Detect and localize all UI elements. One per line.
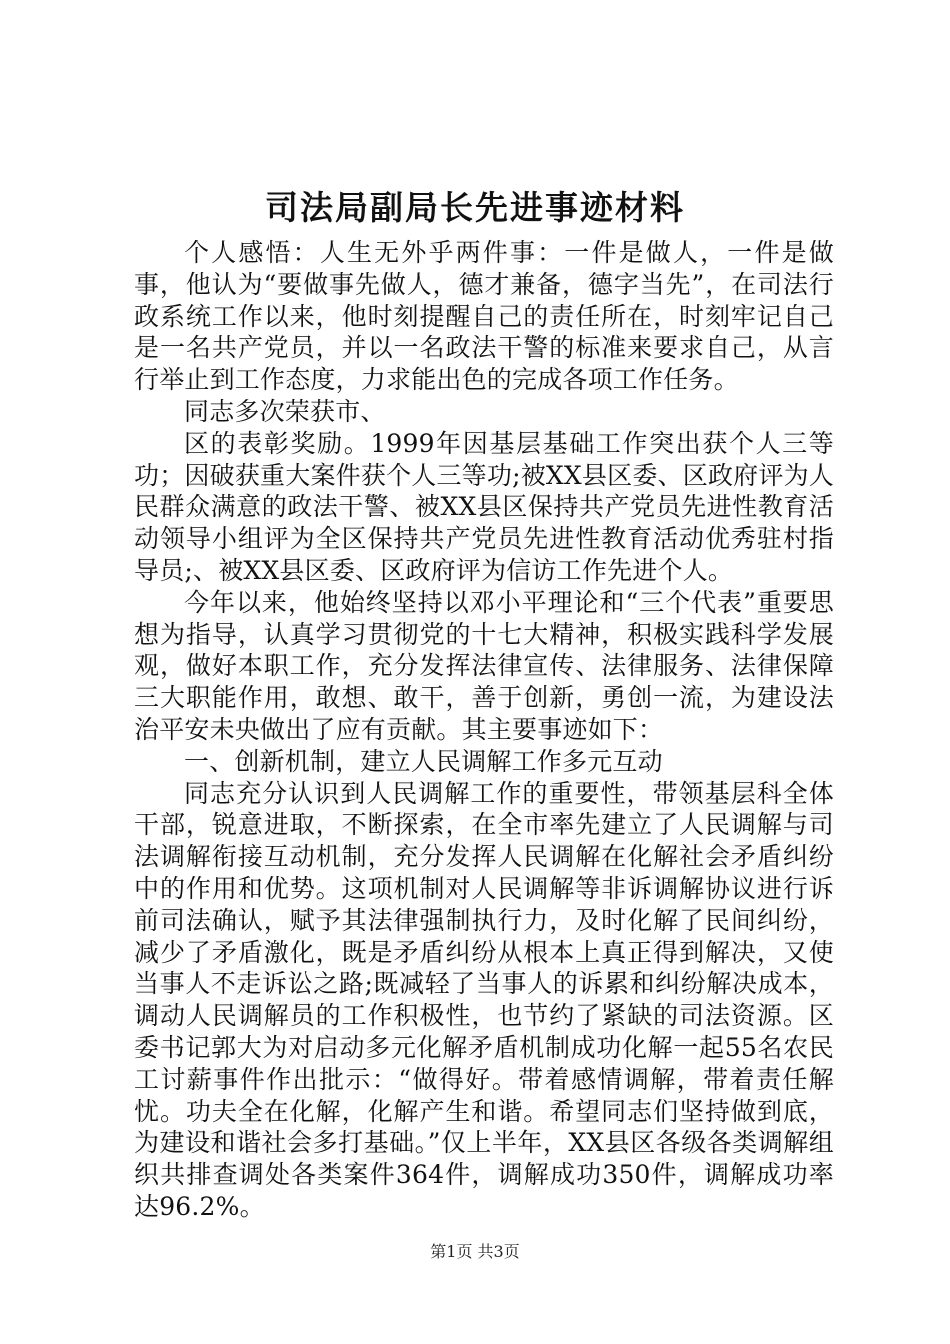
document-title: 司法局副局长先进事迹材料 <box>265 188 685 227</box>
paragraph-honors-intro: 同志多次荣获市、 <box>184 396 386 426</box>
section-heading-1: 一、创新机制，建立人民调解工作多元互动 <box>184 746 663 776</box>
paragraph-this-year: 今年以来，他始终坚持以邓小平理论和“三个代表”重要思想为指导，认真学习贯彻党的十七大精神，积极实践科学发展观，做好本职工作，充分发挥法律宣传、法律服务、法律保障三大职能作用，敢想、敢干，善于创新，勇创一流，为建设法治平安未央做出了应有贡献。其主要事迹如下： <box>134 587 834 744</box>
paragraph-personal-insight: 个人感悟：人生无外乎两件事：一件是做人，一件是做事，他认为“要做事先做人，德才兼备，德字当先”，在司法行政系统工作以来，他时刻提醒自己的责任所在，时刻牢记自己是一名共产党员，并以一名政法干警的标准来要求自己，从言行举止到工作态度，力求能出色的完成各项工作任务。 <box>134 238 834 395</box>
document-body <box>134 237 834 1223</box>
paragraph-honors-list: 区的表彰奖励。1999年因基层基础工作突出获个人三等功；因破获重大案件获个人三等功;被XX县区委、区政府评为人民群众满意的政法干警、被XX县区保持共产党员先进性教育活动领导小组评为全区保持共产党员先进性教育活动优秀驻村指导员;、被XX县区委、区政府评为信访工作先进个人。 <box>134 428 834 585</box>
paragraph-mediation: 同志充分认识到人民调解工作的重要性，带领基层科全体干部，锐意进取，不断探索，在全市率先建立了人民调解与司法调解衔接互动机制，充分发挥人民调解在化解社会矛盾纠纷中的作用和优势。这项机制对人民调解等非诉调解协议进行诉前司法确认，赋予其法律强制执行力，及时化解了民间纠纷，减少了矛盾激化，既是矛盾纠纷从根本上真正得到解决，又使当事人不走诉讼之路;既减轻了当事人的诉累和纠纷解决成本，调动人民调解员的工作积极性，也节约了紧缺的司法资源。区委书记郭大为对启动多元化解矛盾机制成功化解一起55名农民工讨薪事件作出批示：“做得好。带着感情调解，带着责任解忧。功夫全在化解，化解产生和谐。希望同志们坚持做到底，为建设和谐社会多打基础。”仅上半年，XX县区各级各类调解组织共排查调处各类案件364件，调解成功350件，调解成功率达96.2%。 <box>134 778 834 1221</box>
page-footer: 第1页 共3页 <box>430 1242 520 1261</box>
